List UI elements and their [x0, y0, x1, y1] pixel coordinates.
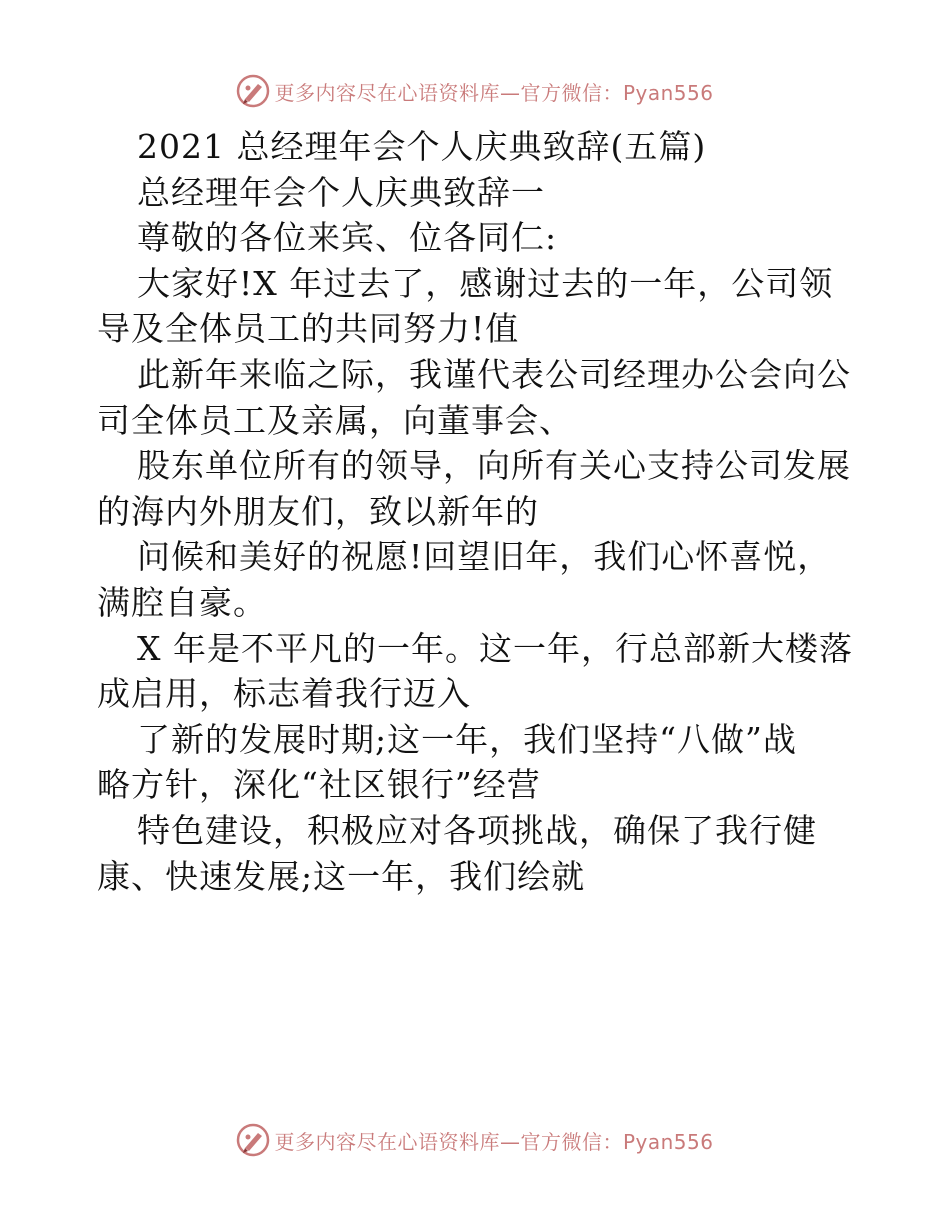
doc-line: 特色建设，积极应对各项挑战，确保了我行健	[137, 810, 817, 850]
doc-line: 满腔自豪。	[97, 582, 267, 622]
pen-logo-icon	[236, 1123, 270, 1157]
doc-line: 康、快速发展;这一年，我们绘就	[97, 856, 586, 896]
doc-line: 了新的发展时期;这一年，我们坚持“八做”战	[137, 719, 797, 759]
banner-text: 更多内容尽在心语资料库—官方微信：Pyan556	[274, 1129, 714, 1154]
doc-subtitle: 总经理年会个人庆典致辞一	[137, 172, 545, 212]
doc-line: 的海内外朋友们，致以新年的	[97, 491, 539, 531]
doc-salutation: 尊敬的各位来宾、位各同仁:	[137, 218, 558, 258]
doc-line: 司全体员工及亲属，向董事会、	[97, 400, 573, 440]
footer-banner	[0, 1118, 950, 1162]
doc-line: 成启用，标志着我行迈入	[97, 674, 471, 714]
doc-line: 股东单位所有的领导，向所有关心支持公司发展	[137, 446, 851, 486]
doc-line: 略方针，深化“社区银行”经营	[97, 765, 541, 805]
doc-line: 问候和美好的祝愿!回望旧年，我们心怀喜悦，	[137, 537, 832, 577]
document-body	[97, 124, 857, 899]
pen-logo-icon	[236, 74, 270, 108]
header-banner	[0, 69, 950, 113]
doc-line: 大家好!X 年过去了，感谢过去的一年，公司领	[137, 263, 834, 303]
doc-line: 导及全体员工的共同努力!值	[97, 309, 520, 349]
banner-text: 更多内容尽在心语资料库—官方微信：Pyan556	[274, 80, 714, 105]
doc-line: 此新年来临之际，我谨代表公司经理办公会向公	[137, 354, 851, 394]
doc-line: X 年是不平凡的一年。这一年，行总部新大楼落	[137, 628, 853, 668]
doc-title: 2021 总经理年会个人庆典致辞(五篇)	[137, 127, 707, 166]
